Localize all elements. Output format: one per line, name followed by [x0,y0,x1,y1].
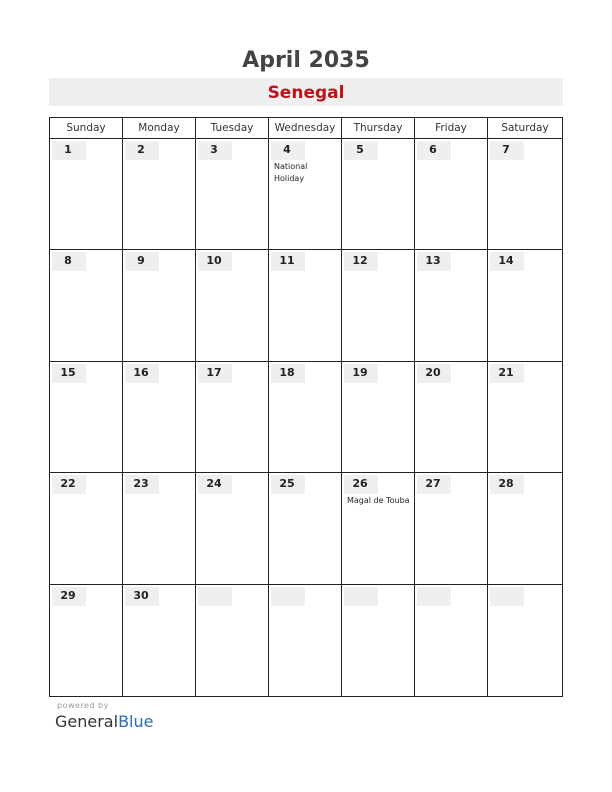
day-cell[interactable] [196,139,269,250]
day-cell[interactable] [50,473,123,584]
day-number: 9 [137,254,145,268]
day-number: 26 [352,477,368,491]
day-number-box [490,587,524,606]
day-cell[interactable] [488,139,562,250]
day-number: 15 [60,365,76,379]
day-cell[interactable] [415,473,488,584]
day-number: 14 [498,254,514,268]
holiday-label: National Holiday [274,162,308,183]
day-cell[interactable] [123,473,196,584]
day-number-box [417,587,451,606]
calendar-title: April 2035 [242,48,370,73]
day-cell[interactable] [196,585,269,696]
day-cell[interactable] [342,585,415,696]
day-cell[interactable] [269,473,342,584]
day-number: 27 [425,477,441,491]
country-name: Senegal [267,83,345,103]
brand-general: General [55,712,119,731]
day-cell[interactable] [269,362,342,473]
day-cell[interactable] [488,250,562,361]
day-number-box [344,587,378,606]
day-cell[interactable] [123,585,196,696]
day-cell[interactable] [342,473,415,584]
day-number: 3 [210,143,218,156]
day-cell[interactable] [196,473,269,584]
day-cell[interactable] [50,585,123,696]
day-cell[interactable] [415,139,488,250]
weekday-header: Friday [415,118,488,139]
day-number: 8 [64,254,72,268]
day-number: 28 [498,477,514,491]
day-cell[interactable] [342,250,415,361]
day-number: 21 [498,365,514,379]
weekday-header: Monday [123,118,196,139]
powered-by-label: powered by [57,701,109,710]
weekday-header: Saturday [488,118,562,139]
day-number-box [271,587,305,606]
day-number-box [198,587,232,606]
day-cell[interactable] [50,362,123,473]
day-cell[interactable] [269,250,342,361]
day-cell[interactable] [196,362,269,473]
weekday-header: Thursday [342,118,415,139]
day-cell[interactable] [415,585,488,696]
weekday-header: Sunday [50,118,123,139]
day-number: 12 [352,254,368,268]
day-cell[interactable] [488,585,562,696]
day-number: 18 [279,365,295,379]
calendar-grid [49,117,563,697]
day-number: 29 [60,588,76,602]
day-cell[interactable] [123,362,196,473]
day-number: 4 [283,143,291,156]
day-number: 16 [133,365,149,379]
day-number: 1 [64,143,72,156]
day-number: 13 [425,254,441,268]
day-cell[interactable] [342,139,415,250]
day-number: 5 [356,143,364,156]
day-number: 7 [502,143,510,156]
generalblue-logo[interactable] [55,712,153,731]
day-cell[interactable] [342,362,415,473]
day-cell[interactable] [123,250,196,361]
day-number: 24 [206,477,222,491]
day-cell[interactable] [269,139,342,250]
day-cell[interactable] [488,473,562,584]
day-number: 6 [429,143,437,156]
day-cell[interactable] [123,139,196,250]
day-number: 2 [137,143,145,156]
brand-blue: Blue [118,712,154,731]
day-cell[interactable] [50,250,123,361]
day-number: 10 [206,254,222,268]
day-cell[interactable] [196,250,269,361]
day-cell[interactable] [488,362,562,473]
day-number: 17 [206,365,222,379]
day-cell[interactable] [50,139,123,250]
day-cell[interactable] [415,362,488,473]
day-number: 22 [60,477,76,491]
day-number: 25 [279,477,295,491]
holiday-label: Magal de Touba [347,496,410,506]
day-number: 11 [279,254,295,268]
day-number: 19 [352,365,368,379]
day-number: 23 [133,477,149,491]
weekday-header: Tuesday [196,118,269,139]
day-number: 30 [133,588,149,602]
day-cell[interactable] [269,585,342,696]
day-cell[interactable] [415,250,488,361]
day-number: 20 [425,365,441,379]
weekday-header: Wednesday [269,118,342,139]
